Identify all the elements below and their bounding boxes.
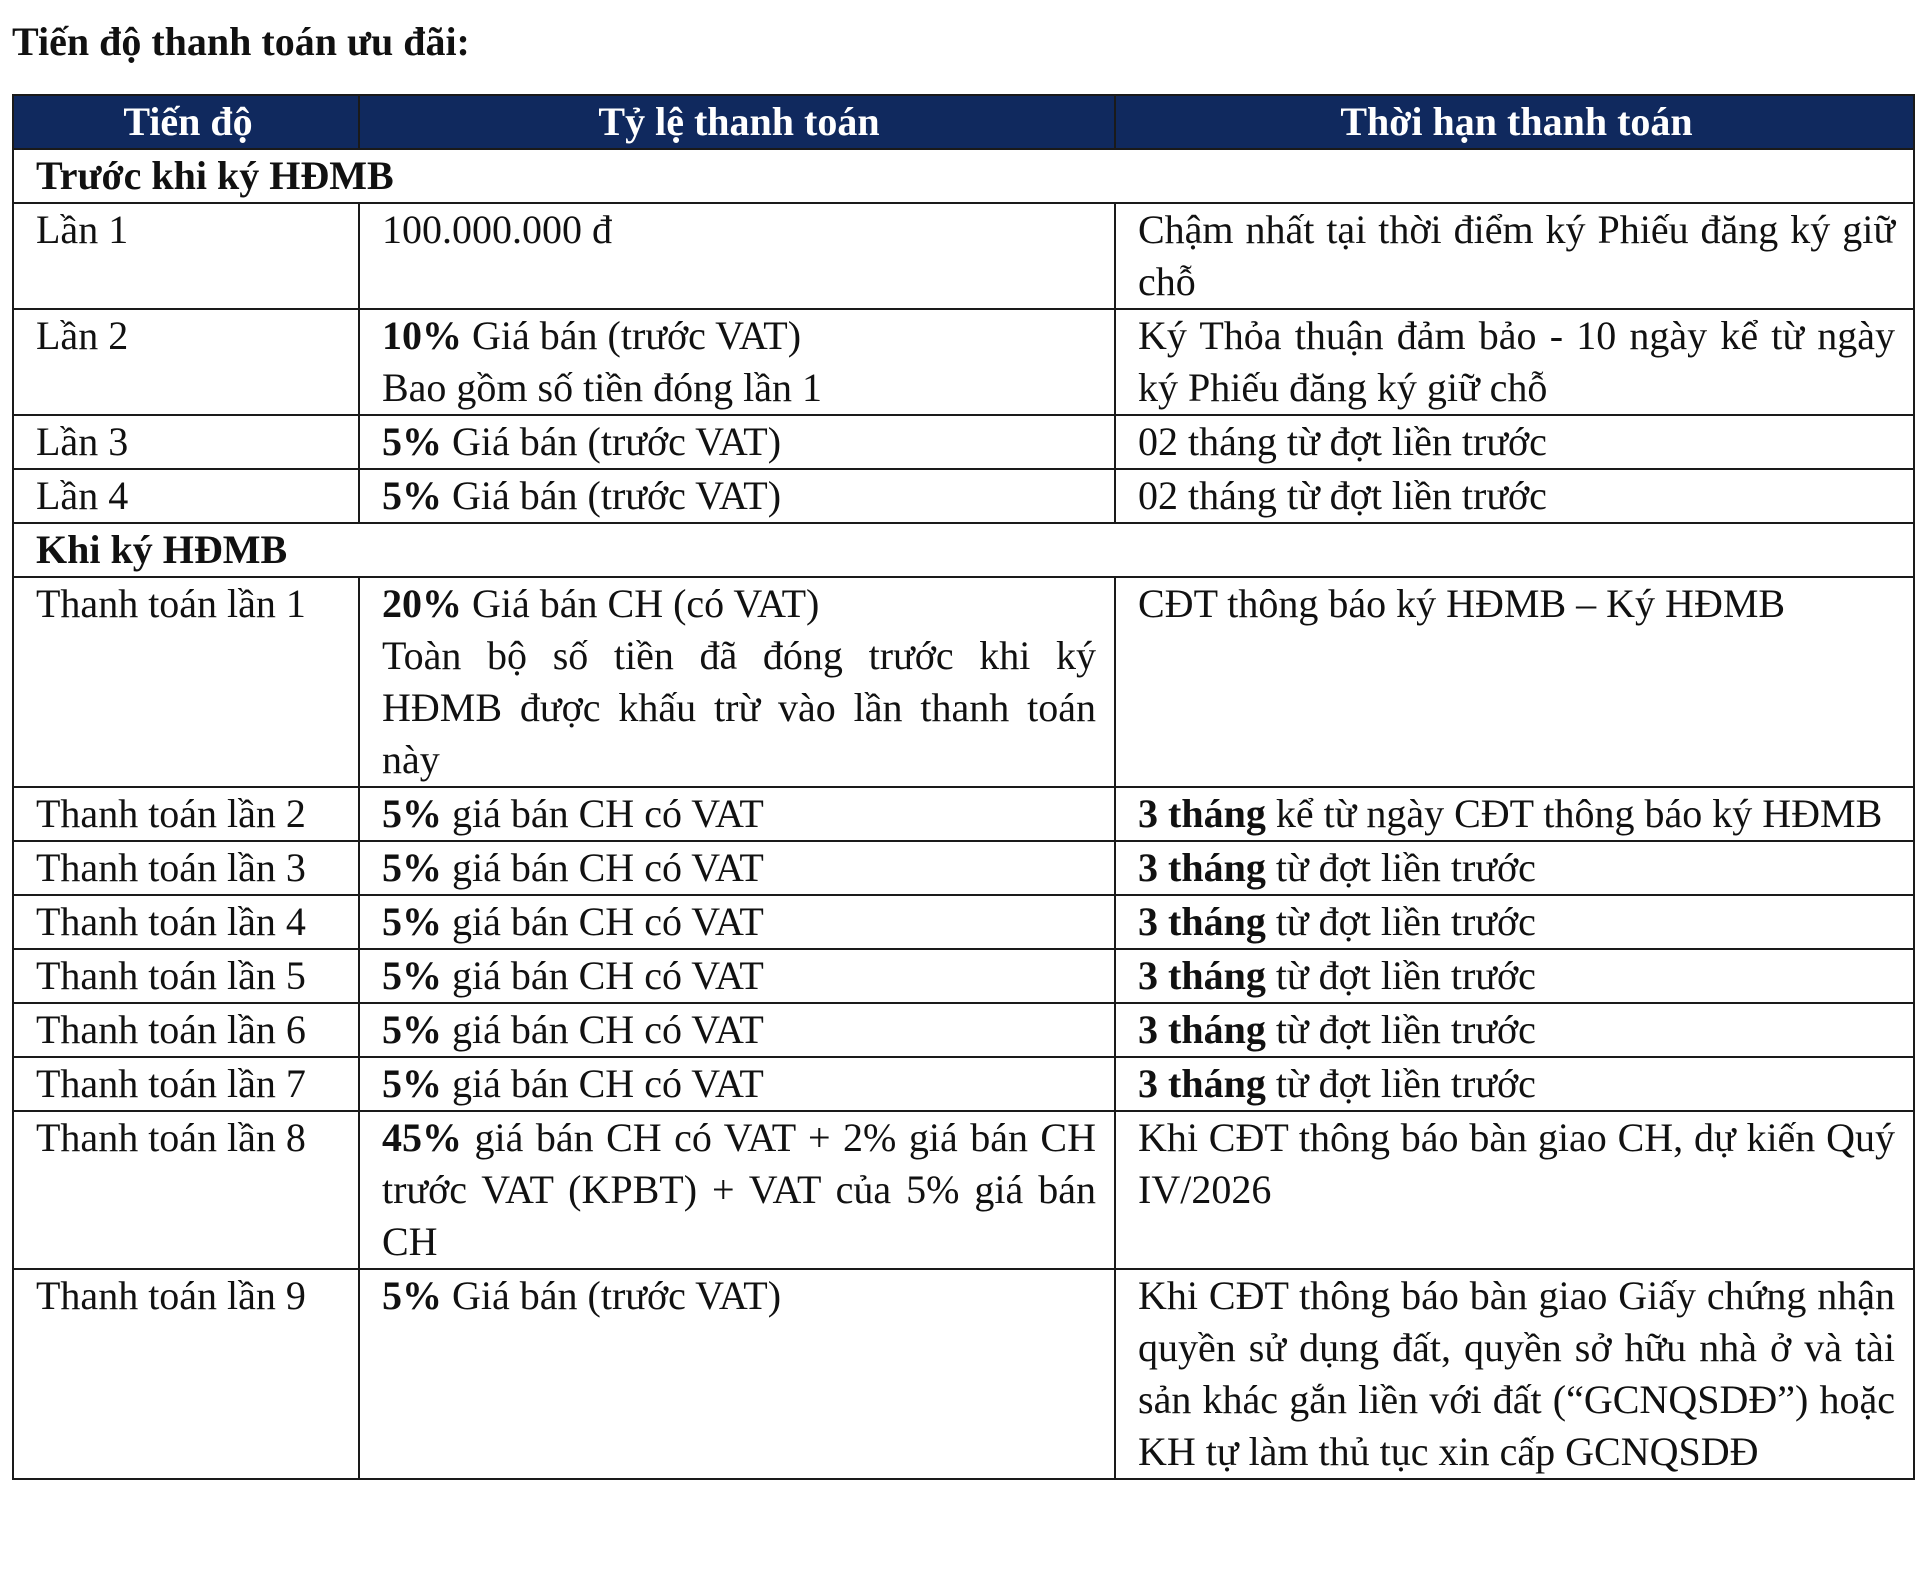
rate-cell	[359, 415, 1115, 469]
rate-cell	[359, 577, 1115, 787]
rate-text: giá bán CH có VAT + 2% giá bán CH trước VAT (KPBT) + VAT của 5% giá bán CH	[382, 1115, 1106, 1264]
deadline-line	[1138, 842, 1895, 894]
section-row	[13, 523, 1914, 577]
deadline-text: kể từ ngày CĐT thông báo ký HĐMB	[1265, 791, 1883, 836]
rate-cell	[359, 841, 1115, 895]
deadline-text: Chậm nhất tại thời điểm ký Phiếu đăng ký giữ chỗ	[1138, 207, 1905, 304]
stage-cell: Thanh toán lần 8	[13, 1111, 359, 1269]
deadline-line	[1138, 578, 1895, 630]
rate-text: Giá bán (trước VAT)	[442, 473, 782, 518]
rate-percent: 5%	[382, 845, 442, 890]
rate-percent: 5%	[382, 473, 442, 518]
rate-cell	[359, 1057, 1115, 1111]
rate-cell	[359, 895, 1115, 949]
rate-cell	[359, 1269, 1115, 1479]
page-title: Tiến độ thanh toán ưu đãi:	[12, 19, 470, 64]
deadline-cell	[1115, 949, 1914, 1003]
rate-text: Giá bán (trước VAT)	[442, 419, 782, 464]
deadline-line	[1138, 416, 1895, 468]
table-row	[13, 1057, 1914, 1111]
deadline-line	[1138, 896, 1895, 948]
table-row	[13, 787, 1914, 841]
deadline-duration: 3 tháng	[1138, 953, 1266, 998]
stage-cell: Lần 4	[13, 469, 359, 523]
rate-percent: 20%	[382, 581, 462, 626]
deadline-cell	[1115, 415, 1914, 469]
rate-line	[382, 204, 1096, 256]
deadline-cell	[1115, 577, 1914, 787]
rate-percent: 5%	[382, 419, 442, 464]
rate-percent: 5%	[382, 953, 442, 998]
rate-line	[382, 578, 1096, 630]
stage-cell: Thanh toán lần 9	[13, 1269, 359, 1479]
deadline-cell	[1115, 895, 1914, 949]
header-rate: Tỷ lệ thanh toán	[359, 95, 1115, 149]
deadline-line	[1138, 1058, 1895, 1110]
deadline-line	[1138, 1112, 1905, 1216]
table-row	[13, 1269, 1914, 1479]
rate-cell	[359, 469, 1115, 523]
header-stage: Tiến độ	[13, 95, 359, 149]
table-row	[13, 1111, 1914, 1269]
rate-percent: 5%	[382, 791, 442, 836]
rate-text: Giá bán (trước VAT)	[462, 313, 802, 358]
rate-note: Bao gồm số tiền đóng lần 1	[382, 365, 822, 410]
rate-text: giá bán CH có VAT	[442, 1007, 764, 1052]
table-row	[13, 203, 1914, 309]
stage-cell: Lần 2	[13, 309, 359, 415]
rate-percent: 5%	[382, 1007, 442, 1052]
rate-cell	[359, 1111, 1115, 1269]
rate-line	[382, 1112, 1106, 1268]
rate-text: giá bán CH có VAT	[442, 899, 764, 944]
rate-cell	[359, 1003, 1115, 1057]
rate-line	[382, 1004, 1096, 1056]
deadline-duration: 3 tháng	[1138, 1007, 1266, 1052]
rate-line	[382, 310, 1096, 362]
deadline-cell	[1115, 1003, 1914, 1057]
deadline-text: CĐT thông báo ký HĐMB – Ký HĐMB	[1138, 581, 1786, 626]
deadline-cell	[1115, 841, 1914, 895]
stage-cell: Lần 3	[13, 415, 359, 469]
rate-text: Giá bán (trước VAT)	[442, 1273, 782, 1318]
rate-percent: 5%	[382, 1061, 442, 1106]
deadline-duration: 3 tháng	[1138, 791, 1266, 836]
rate-line	[382, 416, 1096, 468]
deadline-text: 02 tháng từ đợt liền trước	[1138, 419, 1547, 464]
deadline-text: từ đợt liền trước	[1265, 1061, 1536, 1106]
rate-line	[382, 470, 1096, 522]
rate-cell	[359, 203, 1115, 309]
deadline-line	[1138, 310, 1905, 414]
deadline-duration: 3 tháng	[1138, 1061, 1266, 1106]
table-row	[13, 577, 1914, 787]
stage-cell: Thanh toán lần 5	[13, 949, 359, 1003]
rate-text: giá bán CH có VAT	[442, 1061, 764, 1106]
deadline-text: từ đợt liền trước	[1265, 1007, 1536, 1052]
stage-cell: Thanh toán lần 7	[13, 1057, 359, 1111]
deadline-cell	[1115, 469, 1914, 523]
stage-cell: Thanh toán lần 2	[13, 787, 359, 841]
stage-cell: Thanh toán lần 4	[13, 895, 359, 949]
rate-cell	[359, 309, 1115, 415]
deadline-cell	[1115, 787, 1914, 841]
section-title: Trước khi ký HĐMB	[13, 149, 1914, 203]
rate-line	[382, 1270, 1096, 1322]
table-row	[13, 841, 1914, 895]
rate-percent: 10%	[382, 313, 462, 358]
deadline-line	[1138, 470, 1895, 522]
rate-text: giá bán CH có VAT	[442, 845, 764, 890]
rate-text: giá bán CH có VAT	[442, 953, 764, 998]
deadline-cell	[1115, 309, 1914, 415]
header-deadline: Thời hạn thanh toán	[1115, 95, 1914, 149]
deadline-text: Khi CĐT thông báo bàn giao CH, dự kiến Quý IV/2026	[1138, 1115, 1905, 1212]
deadline-cell	[1115, 1057, 1914, 1111]
table-row	[13, 415, 1914, 469]
deadline-duration: 3 tháng	[1138, 845, 1266, 890]
table-row	[13, 1003, 1914, 1057]
deadline-text: từ đợt liền trước	[1265, 845, 1536, 890]
deadline-line	[1138, 1004, 1895, 1056]
table-row	[13, 949, 1914, 1003]
deadline-cell	[1115, 1111, 1914, 1269]
rate-percent: 45%	[382, 1115, 462, 1160]
rate-line	[382, 842, 1096, 894]
section-title: Khi ký HĐMB	[13, 523, 1914, 577]
rate-line	[382, 950, 1096, 1002]
deadline-duration: 3 tháng	[1138, 899, 1266, 944]
section-row	[13, 149, 1914, 203]
payment-schedule-table	[12, 94, 1915, 1480]
deadline-line	[1138, 950, 1895, 1002]
deadline-cell	[1115, 1269, 1914, 1479]
table-header-row	[13, 95, 1914, 149]
rate-cell	[359, 949, 1115, 1003]
rate-line	[382, 1058, 1096, 1110]
deadline-line	[1138, 788, 1895, 840]
deadline-line	[1138, 204, 1905, 308]
stage-cell: Thanh toán lần 1	[13, 577, 359, 787]
stage-cell: Lần 1	[13, 203, 359, 309]
deadline-cell	[1115, 203, 1914, 309]
rate-text: giá bán CH có VAT	[442, 791, 764, 836]
table-row	[13, 469, 1914, 523]
rate-percent: 5%	[382, 899, 442, 944]
deadline-text: 02 tháng từ đợt liền trước	[1138, 473, 1547, 518]
rate-cell	[359, 787, 1115, 841]
deadline-line	[1138, 1270, 1905, 1478]
stage-cell: Thanh toán lần 3	[13, 841, 359, 895]
rate-text: Giá bán CH (có VAT)	[462, 581, 820, 626]
rate-line	[382, 788, 1096, 840]
table-row	[13, 309, 1914, 415]
deadline-text: từ đợt liền trước	[1265, 953, 1536, 998]
rate-note: Toàn bộ số tiền đã đóng trước khi ký HĐMB được khấu trừ vào lần thanh toán này	[382, 633, 1096, 782]
rate-percent: 5%	[382, 1273, 442, 1318]
deadline-text: Ký Thỏa thuận đảm bảo - 10 ngày kể từ ngày ký Phiếu đăng ký giữ chỗ	[1138, 313, 1905, 410]
deadline-text: Khi CĐT thông báo bàn giao Giấy chứng nhận quyền sử dụng đất, quyền sở hữu nhà ở và tài sản khác gắn liền với đất (“GCNQSDĐ”) hoặc KH tự làm thủ tục xin cấp GCNQSDĐ	[1138, 1273, 1905, 1474]
deadline-text: từ đợt liền trước	[1265, 899, 1536, 944]
rate-text: 100.000.000 đ	[382, 207, 612, 252]
table-body	[13, 149, 1914, 1479]
rate-line	[382, 896, 1096, 948]
stage-cell: Thanh toán lần 6	[13, 1003, 359, 1057]
table-row	[13, 895, 1914, 949]
